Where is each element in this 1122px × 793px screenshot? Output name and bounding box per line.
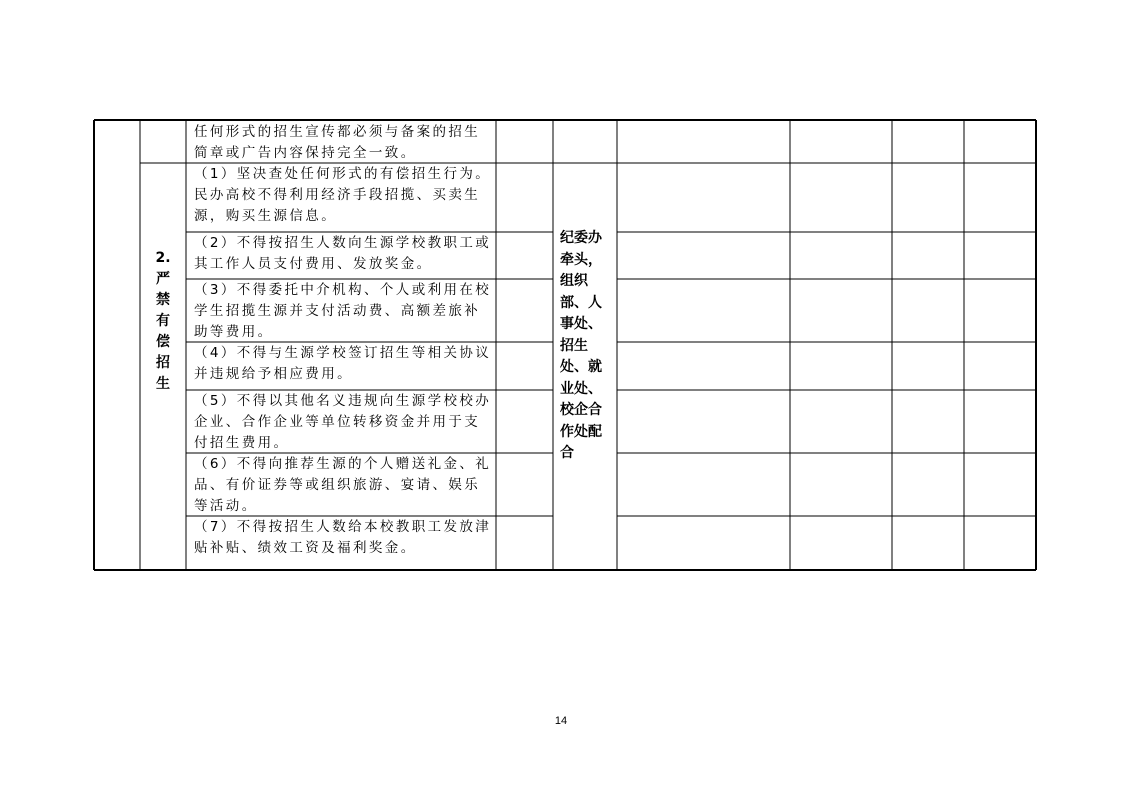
item-1-line-1: （1）坚决查处任何形式的有偿招生行为。 bbox=[194, 166, 492, 182]
responsible-departments: 纪委办 牵头， 组织 部、人 事处、 招生 处、就 业处、 校企合 作处配 合 bbox=[560, 230, 602, 461]
item-3-line-3: 助等费用。 bbox=[194, 324, 274, 340]
item-5-line-2: 企业、合作企业等单位转移资金并用于支 bbox=[194, 414, 481, 430]
item-1-line-2: 民办高校不得利用经济手段招揽、买卖生 bbox=[194, 187, 481, 203]
item-6-line-1: （6）不得向推荐生源的个人赠送礼金、礼 bbox=[194, 456, 492, 472]
item-4-line-1: （4）不得与生源学校签订招生等相关协议 bbox=[194, 345, 492, 361]
item-1-line-3: 源，购买生源信息。 bbox=[194, 208, 338, 224]
item-6-line-3: 等活动。 bbox=[194, 498, 258, 514]
continued-row-line-1: 任何形式的招生宣传都必须与备案的招生 bbox=[194, 124, 481, 140]
item-3-line-1: （3）不得委托中介机构、个人或利用在校 bbox=[194, 282, 492, 298]
item-2-line-2: 其工作人员支付费用、发放奖金。 bbox=[194, 256, 433, 272]
item-5-line-3: 付招生费用。 bbox=[194, 435, 290, 451]
item-5-line-1: （5）不得以其他名义违规向生源学校校办 bbox=[194, 393, 492, 409]
item-7-line-2: 贴补贴、绩效工资及福利奖金。 bbox=[194, 540, 417, 556]
item-6-line-2: 品、有价证券等或组织旅游、宴请、娱乐 bbox=[194, 477, 481, 493]
item-7-line-1: （7）不得按招生人数给本校教职工发放津 bbox=[194, 519, 492, 535]
item-4-line-2: 并违规给予相应费用。 bbox=[194, 366, 353, 382]
continued-row-line-2: 简章或广告内容保持完全一致。 bbox=[194, 145, 417, 161]
item-2-line-1: （2）不得按招生人数向生源学校教职工或 bbox=[194, 235, 492, 251]
section-label: 2. 严 禁 有 偿 招 生 bbox=[155, 250, 171, 392]
item-3-line-2: 学生招揽生源并支付活动费、高额差旅补 bbox=[194, 303, 481, 319]
page-number: 14 bbox=[554, 715, 568, 727]
